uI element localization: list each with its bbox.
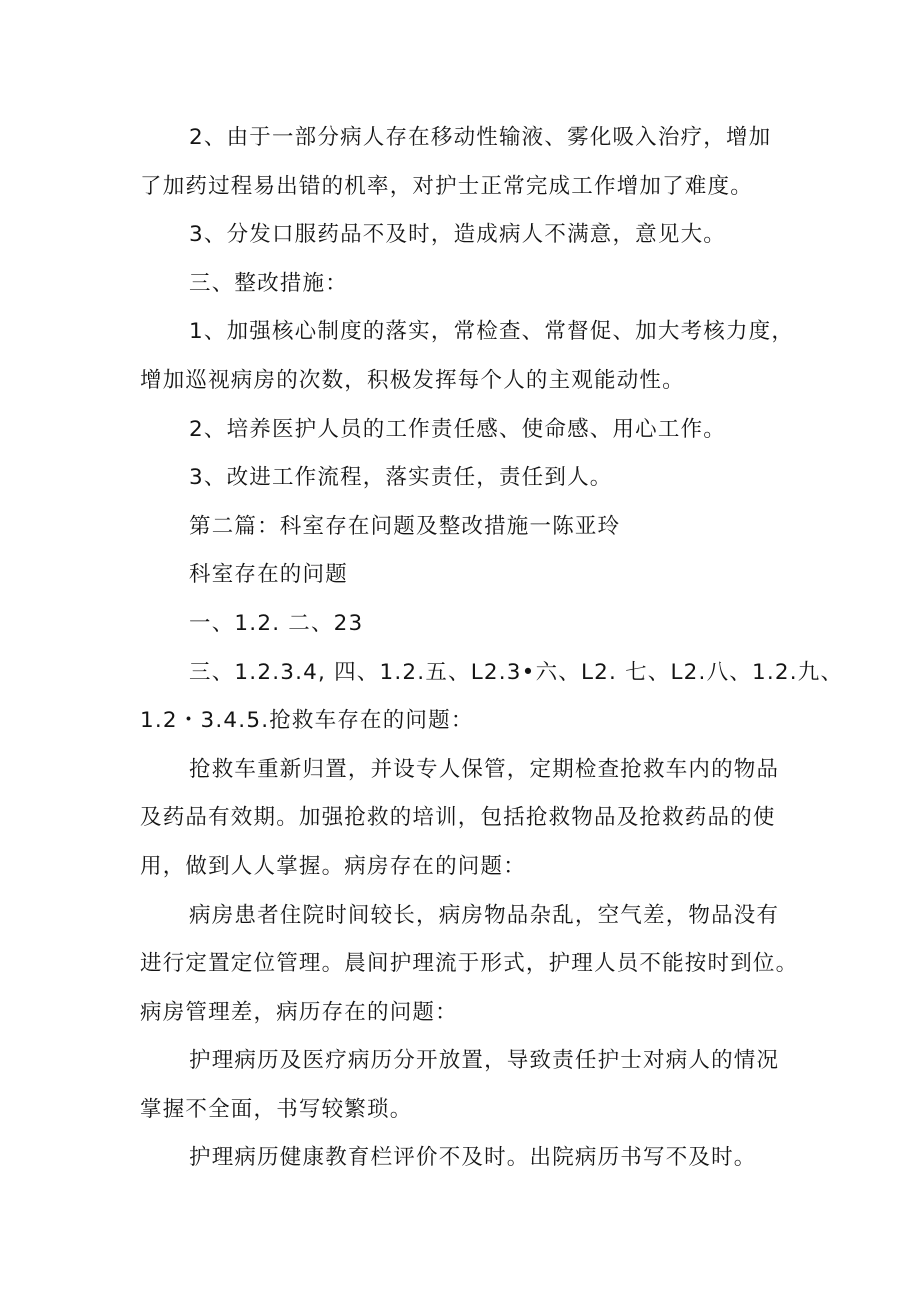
text-line: 2、培养医护人员的工作责任感、使命感、用心工作。 bbox=[189, 416, 726, 442]
paragraph bbox=[140, 649, 844, 746]
text-line: 了加药过程易出错的机率，对护士正常完成工作增加了难度。 bbox=[140, 173, 753, 199]
text-line: 增加巡视病房的次数，积极发挥每个人的主观能动性。 bbox=[140, 367, 685, 393]
paragraph bbox=[140, 454, 786, 503]
text-line: 及药品有效期。加强抢救的培训，包括抢救物品及抢救药品的使 bbox=[140, 805, 776, 831]
text-line: 科室存在的问题 bbox=[189, 562, 348, 588]
paragraph bbox=[140, 600, 786, 649]
text-line: 护理病历及医疗病历分开放置，导致责任护士对病人的情况 bbox=[189, 1048, 780, 1074]
text-line: 用，做到人人掌握。病房存在的问题： bbox=[140, 853, 526, 879]
text-line: 一、1.2. 二、23 bbox=[189, 610, 364, 636]
text-line: 三、整改措施： bbox=[189, 270, 348, 296]
paragraph bbox=[140, 1134, 786, 1183]
paragraph bbox=[140, 211, 786, 260]
document-body bbox=[140, 114, 844, 1183]
text-line: 三、1.2.3.4, 四、1.2.五、L2.3•六、L2. 七、L2.八、1.2.九、 bbox=[189, 659, 844, 685]
paragraph bbox=[140, 551, 786, 600]
paragraph bbox=[140, 1037, 786, 1134]
text-line: 病房管理差，病历存在的问题： bbox=[140, 999, 458, 1025]
text-line: 抢救车重新归置，并设专人保管，定期检查抢救车内的物品 bbox=[189, 756, 780, 782]
text-line: 1.2・3.4.5.抢救车存在的问题： bbox=[140, 708, 474, 734]
text-line: 病房患者住院时间较长，病房物品杂乱，空气差，物品没有 bbox=[189, 902, 780, 928]
paragraph bbox=[140, 260, 786, 309]
paragraph bbox=[140, 308, 795, 405]
text-line: 3、改进工作流程，落实责任，责任到人。 bbox=[189, 465, 613, 491]
text-line: 进行定置定位管理。晨间护理流于形式，护理人员不能按时到位。 bbox=[140, 951, 799, 977]
paragraph bbox=[140, 406, 786, 455]
paragraph bbox=[140, 746, 786, 892]
text-line: 3、分发口服药品不及时，造成病人不满意，意见大。 bbox=[189, 222, 726, 248]
paragraph bbox=[140, 114, 786, 211]
text-line: 护理病历健康教育栏评价不及时。出院病历书写不及时。 bbox=[189, 1145, 757, 1171]
text-line: 2、由于一部分病人存在移动性输液、雾化吸入治疗，增加 bbox=[189, 125, 772, 150]
text-line: 1、加强核心制度的落实，常检查、常督促、加大考核力度， bbox=[189, 319, 795, 345]
text-line: 第二篇：科室存在问题及整改措施一陈亚玲 bbox=[189, 513, 621, 539]
paragraph bbox=[140, 503, 786, 552]
text-line: 掌握不全面，书写较繁琐。 bbox=[140, 1096, 413, 1122]
paragraph bbox=[140, 892, 799, 1038]
